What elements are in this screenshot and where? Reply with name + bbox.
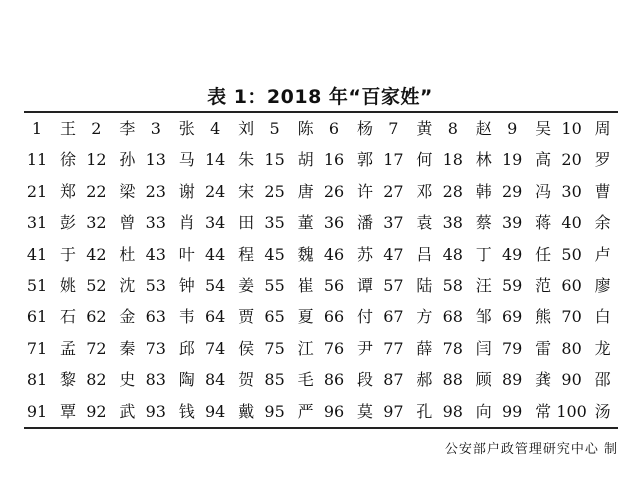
rank-number: 36 <box>323 213 345 233</box>
surname: 赵 <box>475 119 492 138</box>
surname: 魏 <box>297 244 314 264</box>
surname: 沈 <box>119 275 136 295</box>
surname: 唐 <box>297 181 314 201</box>
rank-number: 84 <box>205 370 226 390</box>
rank-number: 99 <box>502 401 523 421</box>
rank-number: 33 <box>145 213 166 233</box>
rank-number: 45 <box>264 244 285 264</box>
surname: 白 <box>594 307 611 327</box>
rank-number: 47 <box>383 244 404 264</box>
surname: 彭 <box>59 213 76 233</box>
rank-number: 61 <box>26 307 48 327</box>
surname: 姜 <box>238 275 255 295</box>
rank-number: 91 <box>26 401 48 421</box>
surname: 丁 <box>475 244 492 264</box>
surname: 钱 <box>178 401 195 421</box>
surname: 范 <box>535 275 552 295</box>
table-row <box>24 144 618 175</box>
bottom-rule <box>24 427 618 429</box>
rank-number: 9 <box>507 119 518 138</box>
rank-number: 1 <box>31 119 43 138</box>
rank-number: 23 <box>145 181 166 201</box>
rank-number: 48 <box>442 244 463 264</box>
surname: 毛 <box>297 370 314 390</box>
surname: 肖 <box>178 213 195 233</box>
surname: 陈 <box>297 119 314 138</box>
rank-number: 54 <box>205 275 226 295</box>
rank-number: 31 <box>26 213 48 233</box>
surname: 孟 <box>59 338 76 358</box>
rank-number: 62 <box>86 307 107 327</box>
surname: 韦 <box>178 307 195 327</box>
rank-number: 44 <box>205 244 226 264</box>
surname: 高 <box>535 150 552 170</box>
rank-number: 68 <box>442 307 463 327</box>
rank-number: 83 <box>145 370 166 390</box>
rank-number: 79 <box>502 338 523 358</box>
rank-number: 39 <box>502 213 523 233</box>
rank-number: 16 <box>323 150 345 170</box>
rank-number: 11 <box>26 150 48 170</box>
rank-number: 93 <box>145 401 166 421</box>
surname: 黄 <box>416 119 433 138</box>
rank-number: 4 <box>210 119 221 138</box>
surname: 苏 <box>356 244 373 264</box>
rank-number: 15 <box>264 150 285 170</box>
rank-number: 3 <box>150 119 161 138</box>
surname: 贾 <box>238 307 255 327</box>
rank-number: 38 <box>442 213 463 233</box>
rank-number: 42 <box>86 244 107 264</box>
rank-number: 65 <box>264 307 285 327</box>
rank-number: 78 <box>442 338 463 358</box>
surname: 汪 <box>475 275 492 295</box>
surname: 姚 <box>59 275 76 295</box>
surname: 蔡 <box>475 213 492 233</box>
rank-number: 10 <box>561 119 582 138</box>
surname: 郑 <box>59 181 76 201</box>
table-row <box>24 333 618 364</box>
surname: 汤 <box>594 401 611 421</box>
rank-number: 89 <box>502 370 523 390</box>
surname: 卢 <box>594 244 611 264</box>
rank-number: 82 <box>86 370 107 390</box>
surname: 陆 <box>416 275 433 295</box>
rank-number: 90 <box>561 370 582 390</box>
surname: 武 <box>119 401 136 421</box>
rank-number: 30 <box>561 181 582 201</box>
surname: 任 <box>535 244 552 264</box>
rank-number: 18 <box>442 150 463 170</box>
surname: 付 <box>356 307 373 327</box>
rank-number: 40 <box>561 213 582 233</box>
rank-number: 25 <box>264 181 285 201</box>
rank-number: 21 <box>26 181 48 201</box>
surname: 谭 <box>356 275 373 295</box>
rank-number: 37 <box>383 213 404 233</box>
rank-number: 28 <box>442 181 463 201</box>
surname: 方 <box>416 307 433 327</box>
table-row <box>24 270 618 301</box>
rank-number: 69 <box>502 307 523 327</box>
rank-number: 24 <box>205 181 226 201</box>
rank-number: 73 <box>145 338 166 358</box>
table-row <box>24 176 618 207</box>
rank-number: 70 <box>561 307 582 327</box>
surname: 史 <box>119 370 136 390</box>
rank-number: 17 <box>383 150 404 170</box>
surname: 胡 <box>297 150 314 170</box>
surname: 闫 <box>475 338 492 358</box>
rank-number: 76 <box>323 338 345 358</box>
table-row <box>24 113 618 144</box>
surname: 郭 <box>356 150 373 170</box>
surname: 孔 <box>416 401 433 421</box>
surname: 顾 <box>475 370 492 390</box>
rank-number: 71 <box>26 338 48 358</box>
rank-number: 74 <box>205 338 226 358</box>
rank-number: 43 <box>145 244 166 264</box>
surname: 余 <box>594 213 611 233</box>
rank-number: 13 <box>145 150 166 170</box>
rank-number: 14 <box>205 150 226 170</box>
rank-number: 27 <box>383 181 404 201</box>
surname: 覃 <box>59 401 76 421</box>
rank-number: 98 <box>442 401 463 421</box>
surname: 孙 <box>119 150 136 170</box>
surname: 叶 <box>178 244 195 264</box>
table-row <box>24 396 618 427</box>
surname: 秦 <box>119 338 136 358</box>
surname: 冯 <box>535 181 552 201</box>
surname: 董 <box>297 213 314 233</box>
rank-number: 94 <box>205 401 226 421</box>
table-row <box>24 239 618 270</box>
rank-number: 75 <box>264 338 285 358</box>
surname: 徐 <box>59 150 76 170</box>
surname: 段 <box>356 370 373 390</box>
rank-number: 56 <box>323 275 345 295</box>
rank-number: 80 <box>561 338 582 358</box>
surname: 崔 <box>297 275 314 295</box>
surname: 张 <box>178 119 195 138</box>
rank-number: 51 <box>26 275 48 295</box>
surname: 朱 <box>238 150 255 170</box>
rank-number: 46 <box>323 244 345 264</box>
surname: 龙 <box>594 338 611 358</box>
rank-number: 97 <box>383 401 404 421</box>
rank-number: 57 <box>383 275 404 295</box>
rank-number: 2 <box>91 119 102 138</box>
surname: 严 <box>297 401 314 421</box>
surname: 雷 <box>535 338 552 358</box>
surname: 金 <box>119 307 136 327</box>
source-credit: 公安部户政管理研究中心 制 <box>444 442 618 457</box>
rank-number: 20 <box>561 150 582 170</box>
rank-number: 59 <box>502 275 523 295</box>
surname: 曹 <box>594 181 611 201</box>
surname: 刘 <box>238 119 255 138</box>
surname: 蒋 <box>535 213 552 233</box>
rank-number: 88 <box>442 370 463 390</box>
rank-number: 7 <box>388 119 399 138</box>
table-row <box>24 301 618 332</box>
rank-number: 6 <box>328 119 340 138</box>
rank-number: 26 <box>323 181 345 201</box>
surname: 侯 <box>238 338 255 358</box>
rank-number: 8 <box>447 119 458 138</box>
rank-number: 55 <box>264 275 285 295</box>
rank-number: 34 <box>205 213 226 233</box>
rank-number: 85 <box>264 370 285 390</box>
rank-number: 19 <box>502 150 523 170</box>
surname: 江 <box>297 338 314 358</box>
surname: 廖 <box>594 275 611 295</box>
rank-number: 60 <box>561 275 582 295</box>
surname: 杨 <box>356 119 373 138</box>
rank-number: 12 <box>86 150 107 170</box>
surname: 曾 <box>119 213 136 233</box>
surname: 邵 <box>594 370 611 390</box>
surname: 许 <box>356 181 373 201</box>
rank-number: 41 <box>26 244 48 264</box>
surname: 向 <box>475 401 492 421</box>
rank-number: 100 <box>556 401 587 421</box>
rank-number: 87 <box>383 370 404 390</box>
surname: 石 <box>59 307 76 327</box>
surname: 田 <box>238 213 255 233</box>
surname: 熊 <box>535 307 552 327</box>
surname: 龚 <box>535 370 552 390</box>
rank-number: 81 <box>26 370 48 390</box>
surname: 吕 <box>416 244 433 264</box>
surname: 梁 <box>119 181 136 201</box>
rank-number: 66 <box>323 307 345 327</box>
surname: 何 <box>416 150 433 170</box>
table-row <box>24 364 618 395</box>
surname: 杜 <box>119 244 136 264</box>
surname: 黎 <box>59 370 76 390</box>
rank-number: 92 <box>86 401 107 421</box>
rank-number: 77 <box>383 338 404 358</box>
rank-number: 96 <box>323 401 345 421</box>
surname: 尹 <box>356 338 373 358</box>
rank-number: 58 <box>442 275 463 295</box>
rank-number: 35 <box>264 213 285 233</box>
surname: 陶 <box>178 370 195 390</box>
rank-number: 67 <box>383 307 404 327</box>
rank-number: 72 <box>86 338 107 358</box>
surname: 周 <box>594 119 611 138</box>
surname: 戴 <box>238 401 255 421</box>
surname: 莫 <box>356 401 373 421</box>
rank-number: 32 <box>86 213 107 233</box>
rank-number: 52 <box>86 275 107 295</box>
rank-number: 29 <box>502 181 523 201</box>
surname: 林 <box>475 150 492 170</box>
rank-number: 22 <box>86 181 107 201</box>
surname-table <box>24 113 618 427</box>
surname: 钟 <box>178 275 195 295</box>
surname: 邓 <box>416 181 433 201</box>
surname: 薛 <box>416 338 433 358</box>
rank-number: 49 <box>502 244 523 264</box>
surname: 潘 <box>356 213 373 233</box>
surname: 常 <box>535 401 552 421</box>
table-title: 表 1：2018 年“百家姓” <box>207 86 433 108</box>
surname: 邹 <box>475 307 492 327</box>
surname: 李 <box>119 119 136 138</box>
surname: 于 <box>59 244 76 264</box>
surname: 邱 <box>178 338 195 358</box>
surname: 郝 <box>416 370 433 390</box>
rank-number: 5 <box>269 119 280 138</box>
surname: 贺 <box>238 370 255 390</box>
rank-number: 86 <box>323 370 345 390</box>
surname: 马 <box>178 150 195 170</box>
surname: 宋 <box>238 181 255 201</box>
surname: 吴 <box>535 119 552 138</box>
rank-number: 64 <box>205 307 226 327</box>
table-row <box>24 207 618 238</box>
surname: 袁 <box>416 213 433 233</box>
rank-number: 63 <box>145 307 166 327</box>
rank-number: 95 <box>264 401 285 421</box>
surname: 韩 <box>475 181 492 201</box>
surname: 谢 <box>178 181 195 201</box>
surname: 夏 <box>297 307 314 327</box>
rank-number: 50 <box>561 244 582 264</box>
surname: 王 <box>59 119 76 138</box>
surname: 罗 <box>594 150 611 170</box>
surname: 程 <box>238 244 255 264</box>
rank-number: 53 <box>145 275 166 295</box>
